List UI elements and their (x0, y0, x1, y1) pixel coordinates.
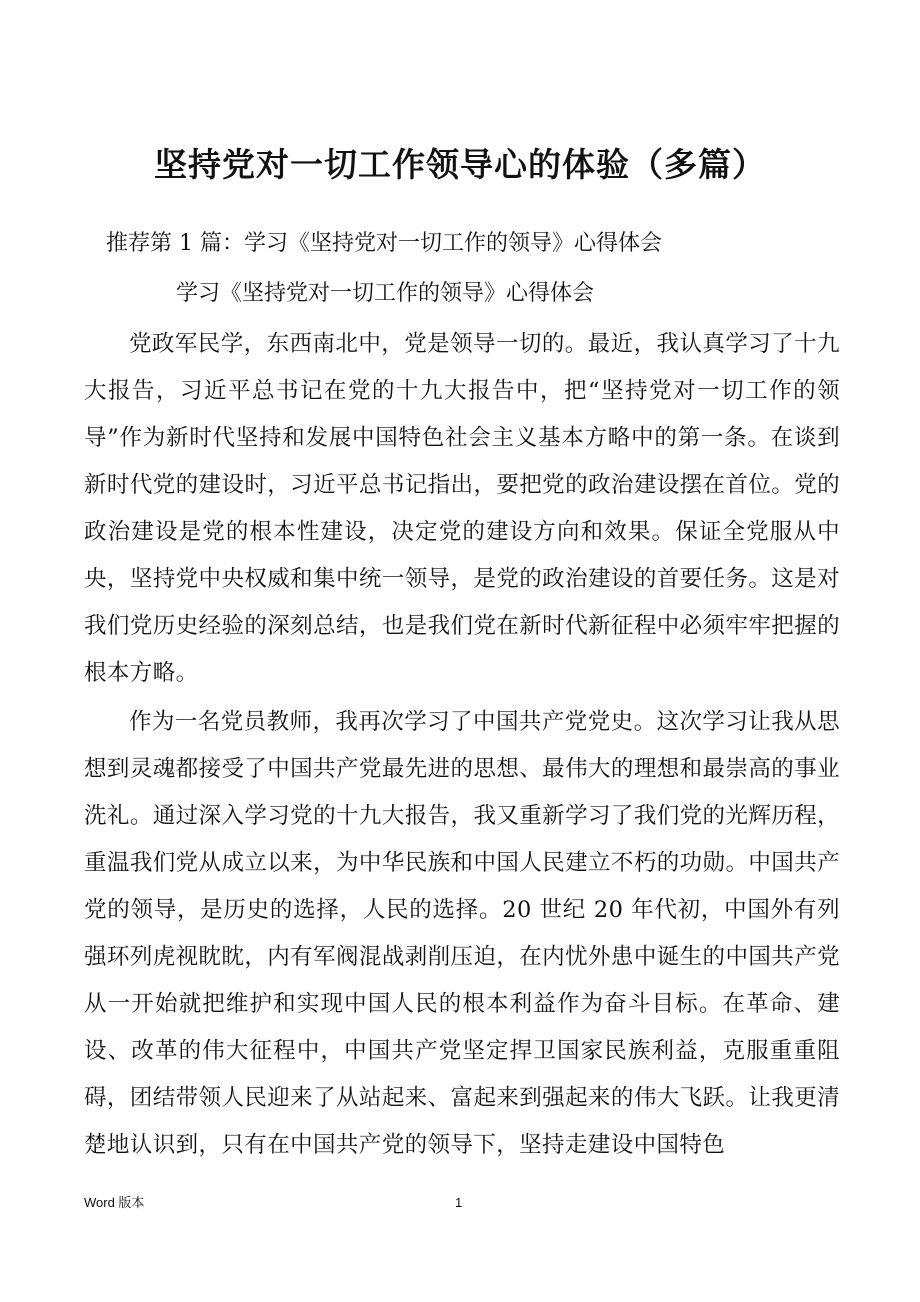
body-paragraph-2: 作为一名党员教师，我再次学习了中国共产党党史。这次学习让我从思想到灵魂都接受了中国共产党最先进的思想、最伟大的理想和最崇高的事业洗礼。通过深入学习党的十九大报告，我又重新学习了我们党的光辉历程，重温我们党从成立以来，为中华民族和中国人民建立不朽的功勋。中国共产党的领导，是历史的选择，人民的选择。20 世纪 20 年代初，中国外有列强环列虎视眈眈，内有军阀混战剥削压迫，在内忧外患中诞生的中国共产党从一开始就把维护和实现中国人民的根本利益作为奋斗目标。在革命、建设、改革的伟大征程中，中国共产党坚定捍卫国家民族利益，克服重重阻碍，团结带领人民迎来了从站起来、富起来到强起来的伟大飞跃。让我更清楚地认识到，只有在中国共产党的领导下，坚持走建设中国特色 (84, 709, 840, 1158)
article-subtitle: 学习《坚持党对一切工作的领导》心得体会 (176, 281, 595, 306)
page-title: 坚持党对一切工作领导心的体验（多篇） (154, 145, 766, 184)
recommend-heading: 推荐第 1 篇：学习《坚持党对一切工作的领导》心得体会 (106, 231, 662, 256)
footer-page-number: 1 (455, 1195, 463, 1210)
article-body (84, 321, 840, 1169)
footer-version-label: Word 版本 (84, 1195, 145, 1210)
body-paragraph-1: 党政军民学，东西南北中，党是领导一切的。最近，我认真学习了十九大报告，习近平总书记在党的十九大报告中，把“坚持党对一切工作的领导”作为新时代坚持和发展中国特色社会主义基本方略中的第一条。在谈到新时代党的建设时，习近平总书记指出，要把党的政治建设摆在首位。党的政治建设是党的根本性建设，决定党的建设方向和效果。保证全党服从中央，坚持党中央权威和集中统一领导，是党的政治建设的首要任务。这是对我们党历史经验的深刻总结，也是我们党在新时代新征程中必须牢牢把握的根本方略。 (84, 331, 840, 686)
